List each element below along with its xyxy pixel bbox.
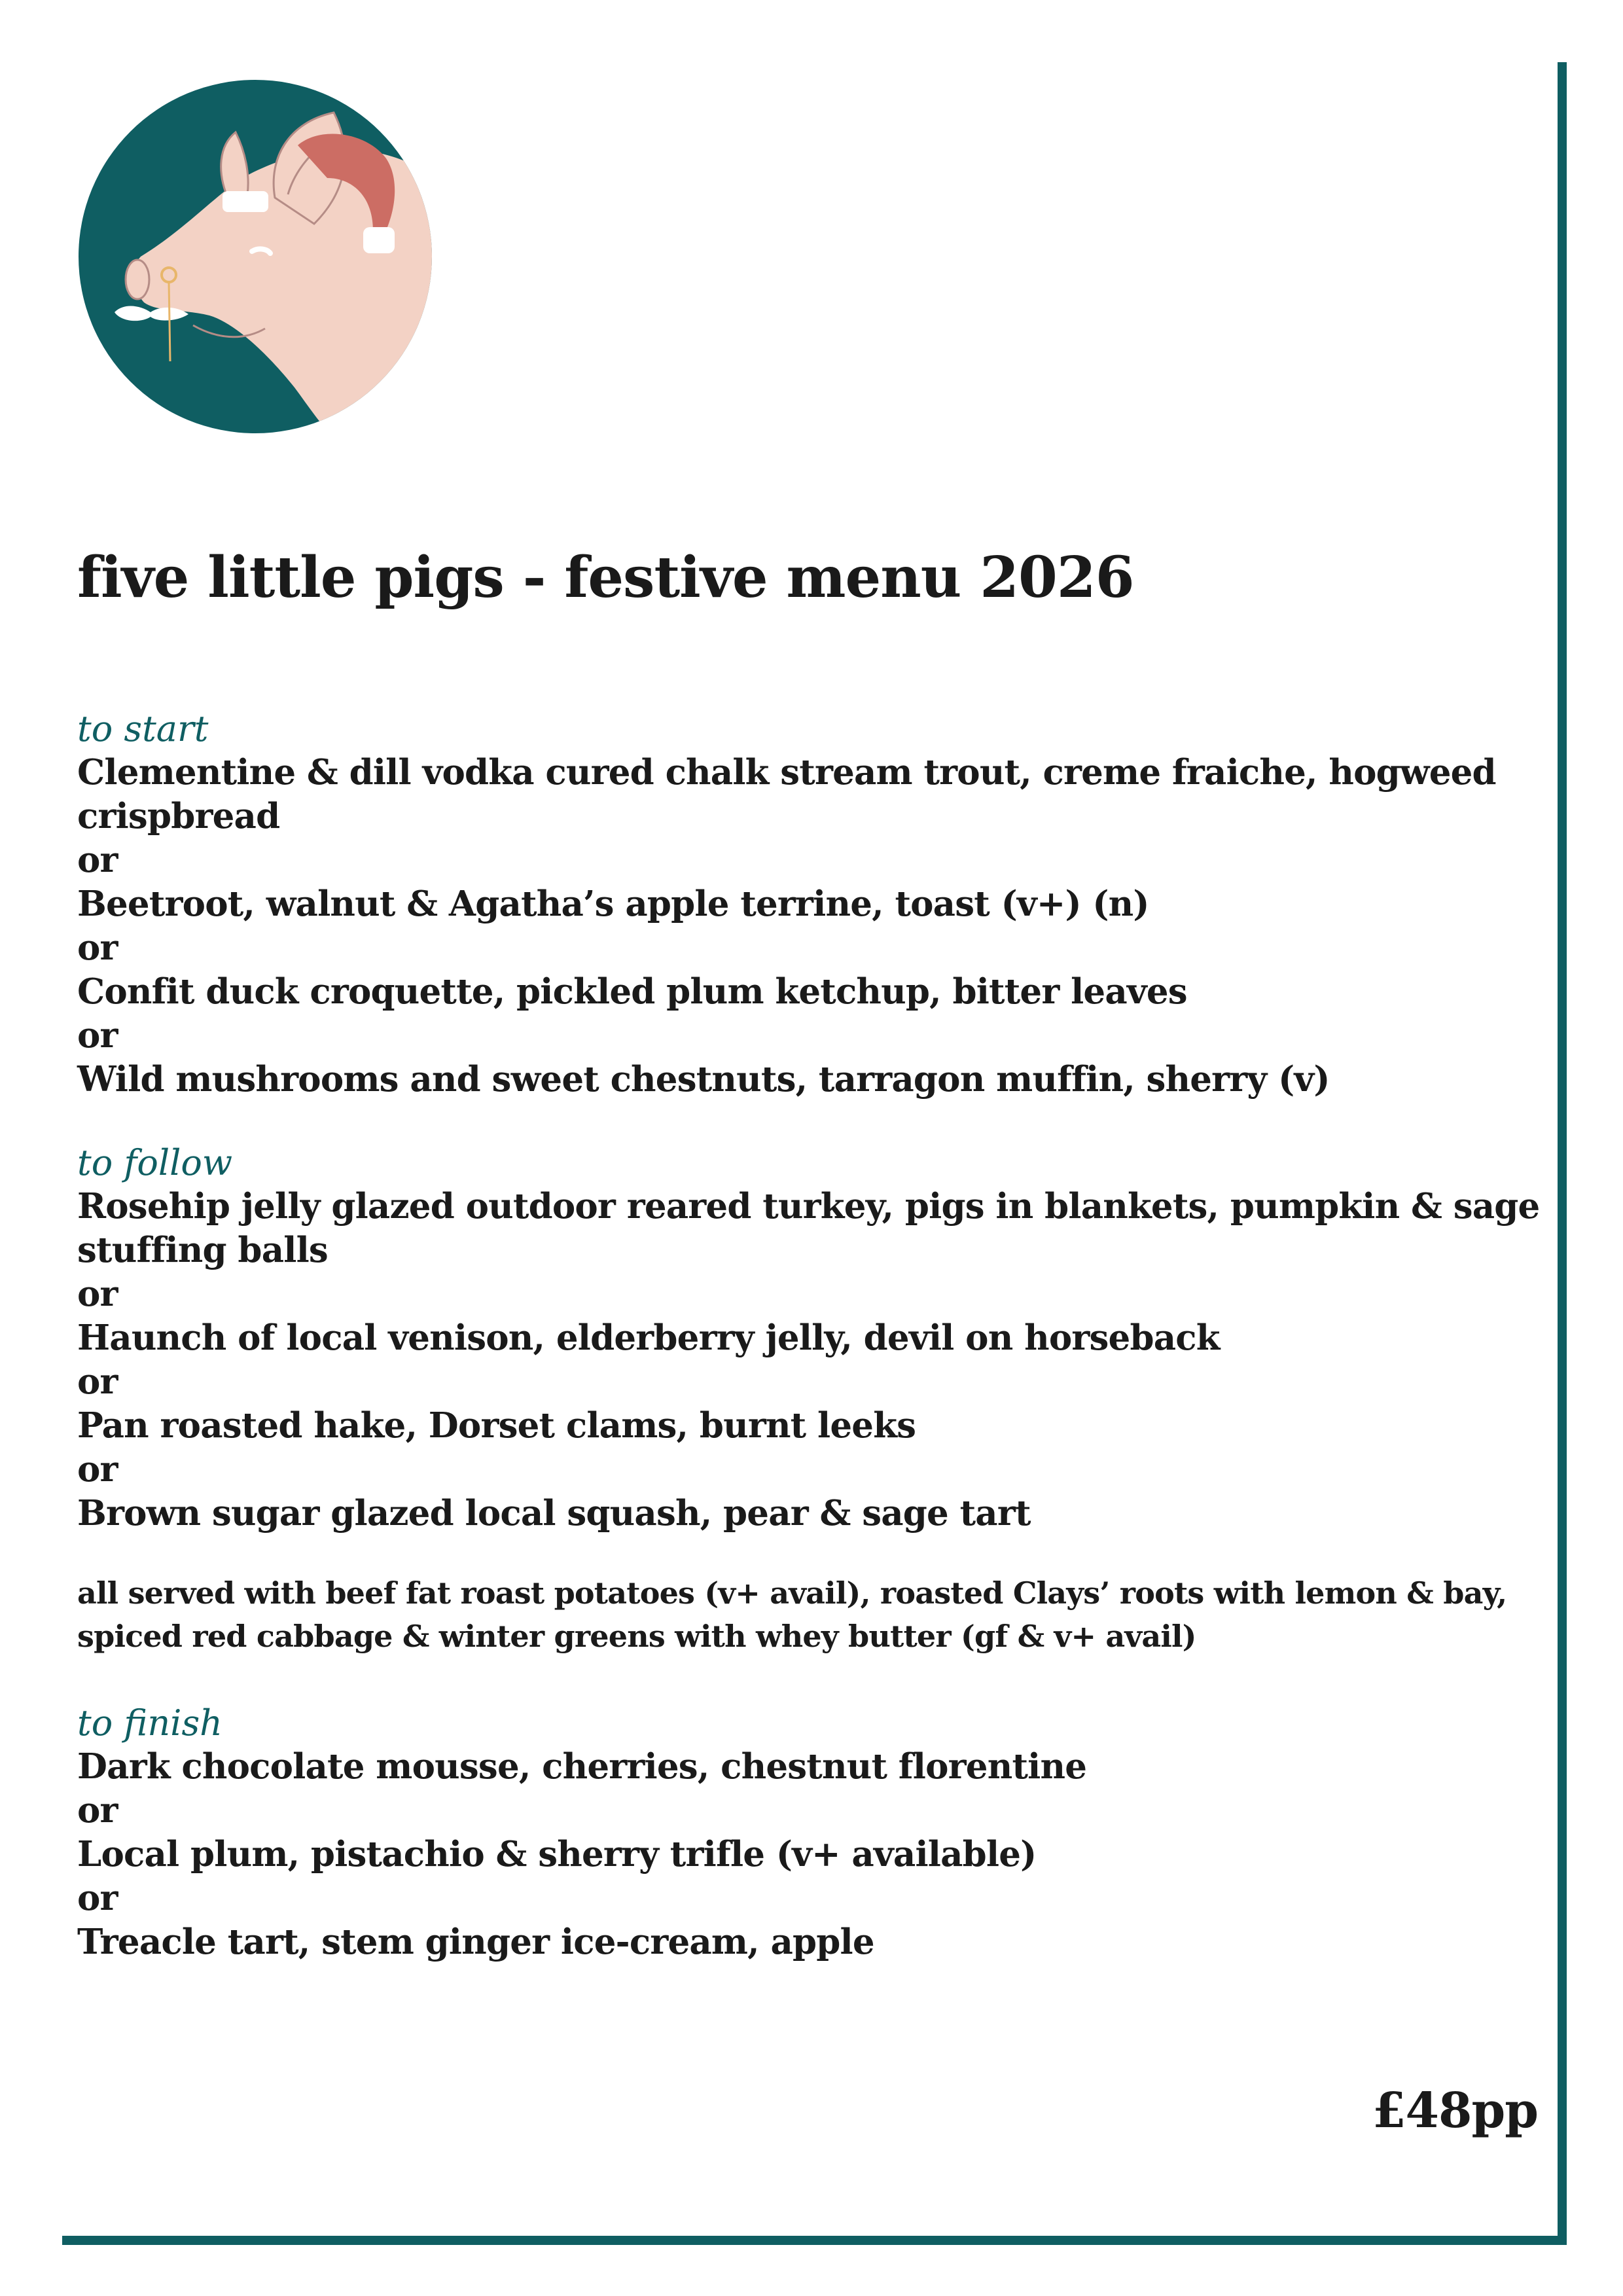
frame-bottom-border — [62, 2236, 1567, 2245]
dish: Confit duck croquette, pickled plum ketchup, bitter leaves — [77, 971, 1187, 1012]
course-heading: to start — [77, 708, 209, 749]
dish: Beetroot, walnut & Agatha’s apple terrine, toast (v+) (n) — [77, 884, 1149, 924]
dish: Haunch of local venison, elderberry jelly, devil on horseback — [77, 1318, 1220, 1358]
or-separator: or — [77, 927, 118, 968]
dish: Brown sugar glazed local squash, pear & sage tart — [77, 1493, 1031, 1534]
page-title: five little pigs - festive menu 2026 — [77, 545, 1134, 611]
or-separator: or — [77, 1449, 118, 1490]
or-separator: or — [77, 1790, 118, 1831]
course-heading: to finish — [77, 1702, 223, 1744]
or-separator: or — [77, 1274, 118, 1314]
course-to-finish — [77, 1701, 1543, 1964]
or-separator: or — [77, 1878, 118, 1918]
dish: Pan roasted hake, Dorset clams, burnt leeks — [77, 1405, 916, 1446]
dish: Wild mushrooms and sweet chestnuts, tarragon muffin, sherry (v) — [77, 1059, 1330, 1100]
price: £48pp — [1372, 2083, 1538, 2139]
course-heading: to follow — [77, 1142, 233, 1183]
course-to-follow — [77, 1141, 1543, 1535]
or-separator: or — [77, 840, 118, 880]
dish: Rosehip jelly glazed outdoor reared turkey, pigs in blankets, pumpkin & sage stuffing balls — [77, 1186, 1540, 1270]
dish: Clementine & dill vodka cured chalk stream trout, creme fraiche, hogweed crispbread — [77, 752, 1496, 836]
frame-right-border — [1558, 62, 1567, 2245]
dish: Dark chocolate mousse, cherries, chestnut florentine — [77, 1746, 1087, 1787]
dish: Treacle tart, stem ginger ice-cream, apple — [77, 1922, 874, 1962]
dish: Local plum, pistachio & sherry trifle (v+ available) — [77, 1834, 1037, 1874]
menu — [77, 707, 1543, 2003]
or-separator: or — [77, 1361, 118, 1402]
course-to-start — [77, 707, 1543, 1102]
sides-note: all served with beef fat roast potatoes (v+ avail), roasted Clays’ roots with lemon & bay, spiced red cabbage & winter greens with whey butter (gf & v+ avail) — [77, 1575, 1507, 1654]
or-separator: or — [77, 1015, 118, 1056]
logo — [79, 80, 432, 433]
pig-with-santa-hat-icon — [79, 80, 432, 433]
